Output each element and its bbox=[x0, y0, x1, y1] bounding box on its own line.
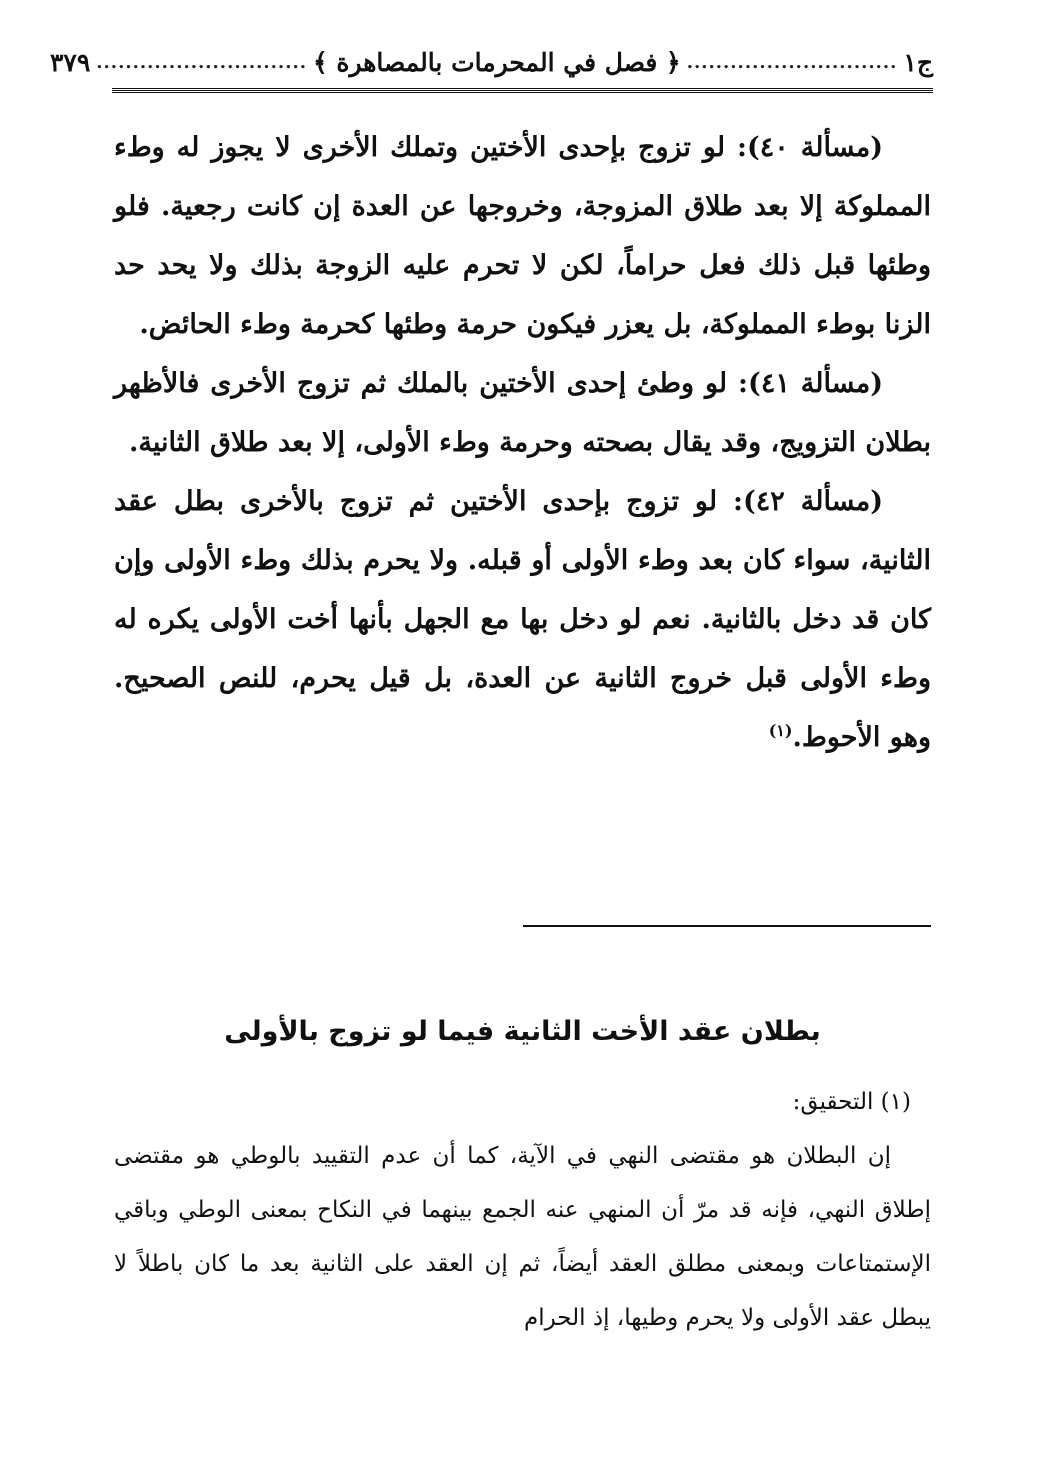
footnote-label: (١) التحقيق: bbox=[792, 1089, 911, 1115]
volume-label: ج١ bbox=[903, 47, 933, 77]
issue-paragraph bbox=[114, 118, 931, 354]
footnote-reference[interactable]: (١) bbox=[768, 721, 793, 740]
footnote-separator bbox=[523, 925, 931, 927]
footnote-block bbox=[114, 1075, 931, 1345]
header-divider bbox=[112, 88, 933, 93]
running-header bbox=[49, 38, 933, 86]
main-text bbox=[114, 118, 931, 767]
header-leader-dots: ............................. bbox=[96, 51, 307, 73]
issue-paragraph bbox=[114, 354, 931, 472]
header-leader-dots: ............................. bbox=[686, 51, 898, 73]
issue-paragraph bbox=[114, 472, 931, 767]
issue-41-text: (مسألة ٤١): لو وطئ إحدى الأختين بالملك ثم تزوج الأخرى فالأظهر بطلان التزويج، وقد يقال بصحته وحرمة وطء الأولى، إلا بعد طلاق الثانية. bbox=[114, 368, 931, 458]
issue-40-text: (مسألة ٤٠): لو تزوج بإحدى الأختين وتملك الأخرى لا يجوز له وطء المملوكة إلا بعد طلاق المزوجة، وخروجها عن العدة إن كانت رجعية. فلو وطئها قبل ذلك فعل حراماً، لكن لا تحرم عليه الزوجة بذلك ولا يحد حد الزنا بوطء المملوكة، بل يعزر فيكون حرمة وطئها كحرمة وطء الحائض. bbox=[114, 132, 931, 340]
footnote-text bbox=[114, 1129, 931, 1345]
footnote-body: إن البطلان هو مقتضى النهي في الآية، كما أن عدم التقييد بالوطي هو مقتضى إطلاق النهي، فإنه قد مرّ أن المنهي عنه الجمع بينهما في النكاح بمعنى الوطي وباقي الإستمتاعات وبمعنى مطلق العقد أيضاً، ثم إن العقد على الثانية بعد ما كان باطلاً لا يبطل عقد الأولى ولا يحرم وطيها، إذ الحرام bbox=[114, 1143, 931, 1331]
chapter-title: ﴿ فصل في المحرمات بالمصاهرة ﴾ bbox=[313, 47, 681, 77]
footnote-section-title: بطلان عقد الأخت الثانية فيما لو تزوج بالأولى bbox=[224, 1016, 821, 1047]
issue-42-text: (مسألة ٤٢): لو تزوج بإحدى الأختين ثم تزوج بالأخرى بطل عقد الثانية، سواء كان بعد وطء الأولى أو قبله. ولا يحرم بذلك وطء الأولى وإن كان قد دخل بالثانية. نعم لو دخل بها مع الجهل بأنها أخت الأولى يكره له وطء الأولى قبل خروج الثانية عن العدة، بل قيل يحرم، للنص الصحيح. وهو الأحوط. bbox=[114, 486, 931, 753]
page-number: ٣٧٩ bbox=[49, 47, 91, 77]
